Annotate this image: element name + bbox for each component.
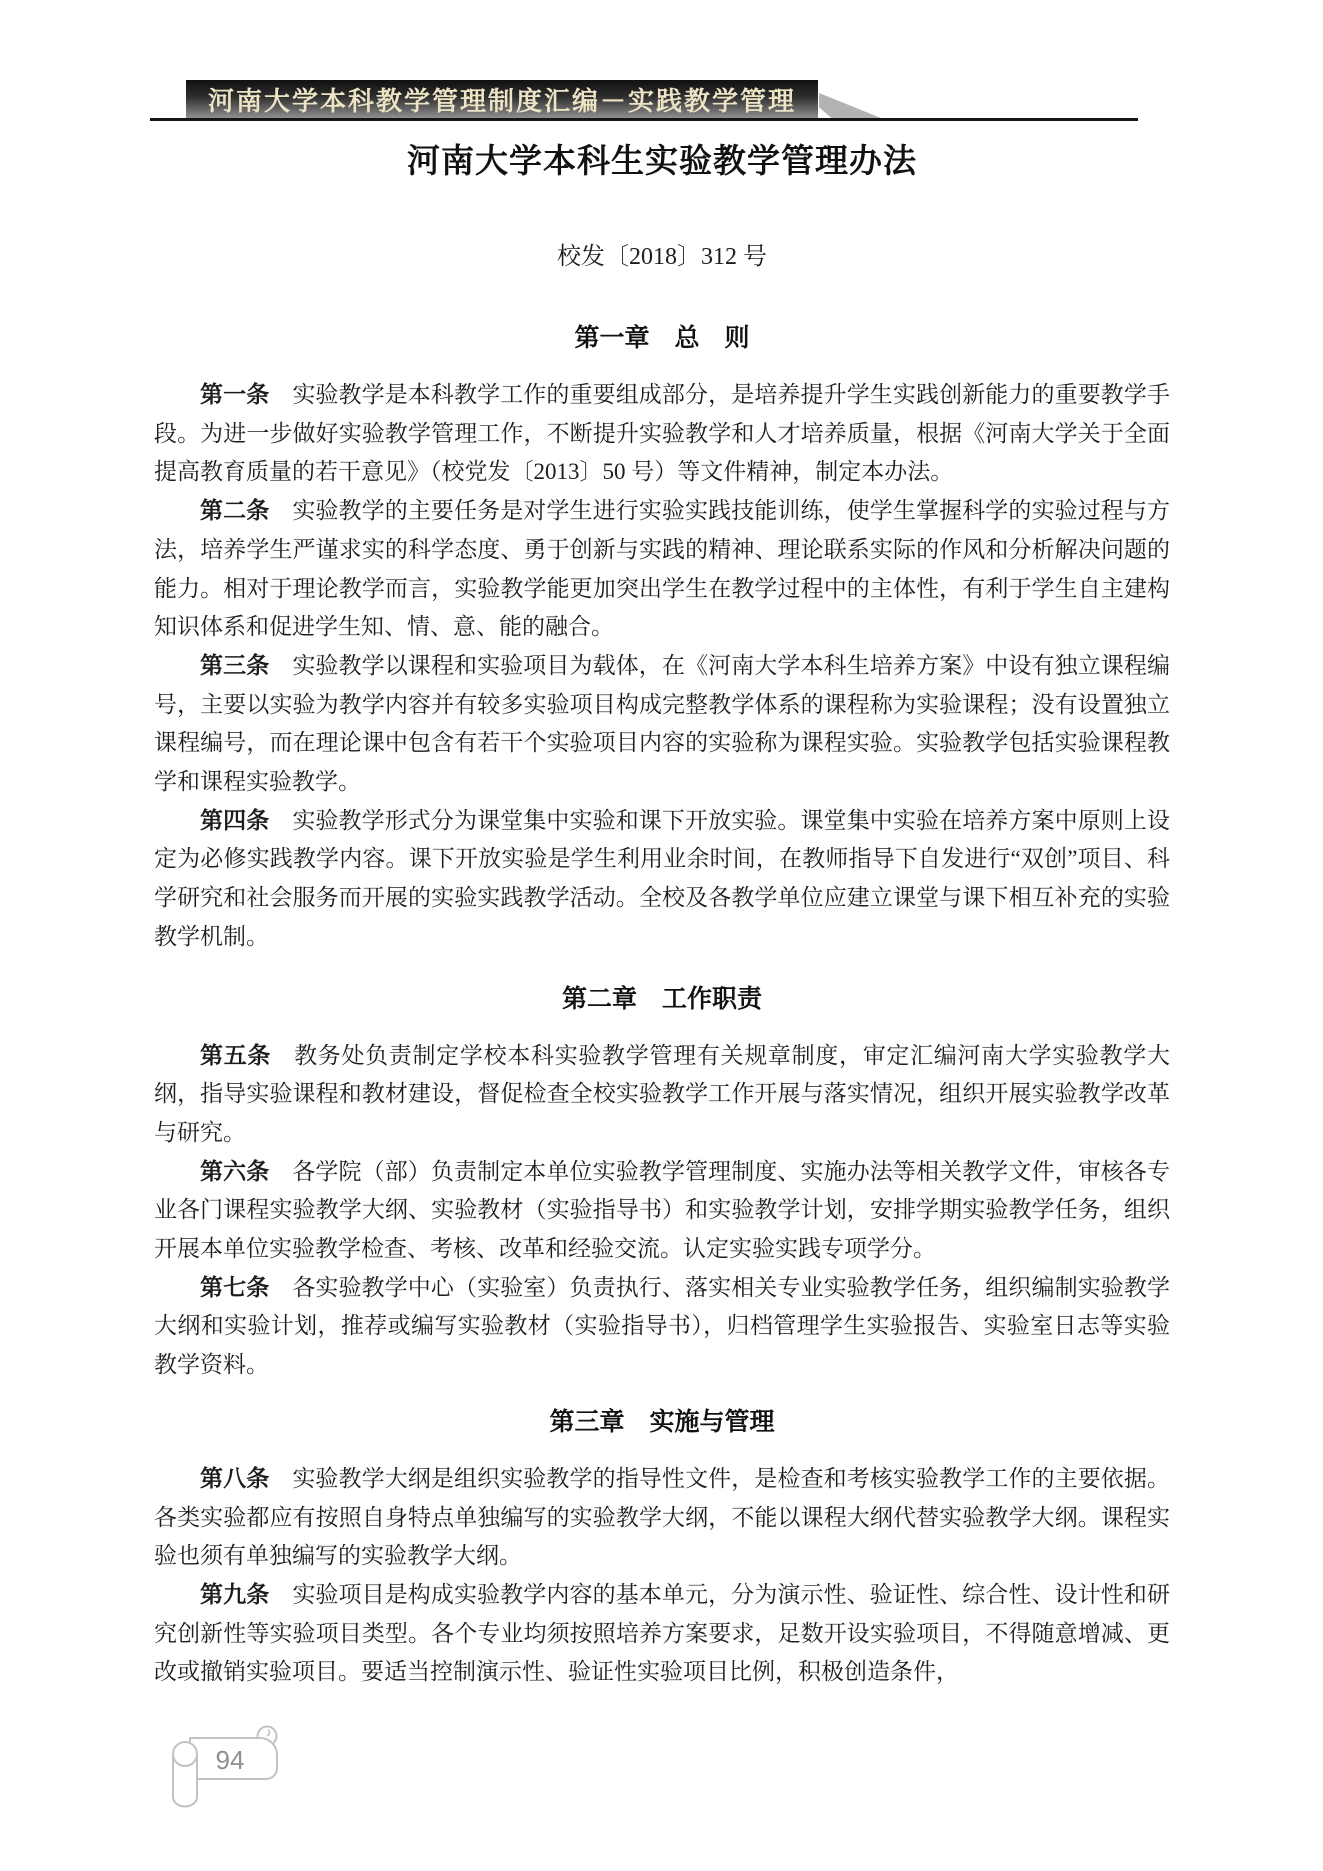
chapter-heading-1: 第一章 总 则 xyxy=(574,324,750,352)
article-label-5: 第五条 xyxy=(200,1042,272,1068)
article-label-6: 第六条 xyxy=(200,1158,270,1184)
article-label-8: 第八条 xyxy=(200,1465,270,1491)
article-label-2: 第二条 xyxy=(200,498,270,524)
doc-number: 校发〔2018〕312 号 xyxy=(557,244,767,270)
banner-title: 河南大学本科教学管理制度汇编－实践教学管理 xyxy=(207,86,796,116)
document-page xyxy=(154,0,1170,1692)
article-text-4: 实验教学形式分为课堂集中实验和课下开放实验。课堂集中实验在培养方案中原则上设定为必修实践教学内容。课下开放实验是学生利用业余时间，在教师指导下自发进行“双创”项目、科学研究和社会服务而开展的实验实践教学活动。全校及各教学单位应建立课堂与课下相互补充的实验教学机制。 xyxy=(154,807,1171,949)
article-label-9: 第九条 xyxy=(200,1581,270,1607)
header-banner xyxy=(186,80,818,118)
article-paragraph-8 xyxy=(154,1460,1170,1576)
article-paragraph-3 xyxy=(154,647,1170,802)
article-text-3: 实验教学以课程和实验项目为载体，在《河南大学本科生培养方案》中设有独立课程编号，主要以实验为教学内容并有较多实验项目构成完整教学体系的课程称为实验课程；没有设置独立课程编号，而在理论课中包含有若干个实验项目内容的实验称为课程实验。实验教学包括实验课程教学和课程实验教学。 xyxy=(154,652,1171,795)
article-text-5: 教务处负责制定学校本科实验教学管理有关规章制度，审定汇编河南大学实验教学大纲，指导实验课程和教材建设，督促检查全校实验教学工作开展与落实情况，组织开展实验教学改革与研究。 xyxy=(154,1042,1171,1145)
article-text-9: 实验项目是构成实验教学内容的基本单元，分为演示性、验证性、综合性、设计性和研究创新性等实验项目类型。各个专业均须按照培养方案要求，足数开设实验项目，不得随意增减、更改或撤销实验项目。要适当控制演示性、验证性实验项目比例，积极创造条件， xyxy=(154,1581,1171,1685)
header-rule xyxy=(150,118,1138,121)
article-label-7: 第七条 xyxy=(200,1274,270,1300)
article-text-7: 各实验教学中心（实验室）负责执行、落实相关专业实验教学任务，组织编制实验教学大纲和实验计划，推荐或编写实验教材（实验指导书），归档管理学生实验报告、实验室日志等实验教学资料。 xyxy=(154,1274,1171,1378)
article-text-8: 实验教学大纲是组织实验教学的指导性文件，是检查和考核实验教学工作的主要依据。各类实验都应有按照自身特点单独编写的实验教学大纲，不能以课程大纲代替实验教学大纲。课程实验也须有单独编写的实验教学大纲。 xyxy=(154,1465,1171,1569)
article-paragraph-1 xyxy=(154,376,1170,492)
article-text-2: 实验教学的主要任务是对学生进行实验实践技能训练，使学生掌握科学的实验过程与方法，培养学生严谨求实的科学态度、勇于创新与实践的精神、理论联系实际的作风和分析解决问题的能力。相对于理论教学而言，实验教学能更加突出学生在教学过程中的主体性，有利于学生自主建构知识体系和促进学生知、情、意、能的融合。 xyxy=(154,498,1171,640)
article-paragraph-4 xyxy=(154,802,1170,957)
page-number-scroll-icon xyxy=(166,1724,291,1816)
article-paragraph-2 xyxy=(154,492,1170,647)
page-number: 94 xyxy=(215,1745,245,1775)
article-paragraph-6 xyxy=(154,1153,1170,1269)
article-paragraph-7 xyxy=(154,1269,1170,1385)
article-label-4: 第四条 xyxy=(200,807,270,833)
chapter-heading-2: 第二章 工作职责 xyxy=(561,984,762,1013)
article-paragraph-5 xyxy=(154,1037,1170,1153)
article-label-3: 第三条 xyxy=(200,652,270,678)
article-paragraph-9 xyxy=(154,1576,1170,1692)
article-text-1: 实验教学是本科教学工作的重要组成部分，是培养提升学生实践创新能力的重要教学手段。为进一步做好实验教学管理工作，不断提升实验教学和人才培养质量，根据《河南大学关于全面提高教育质量的若干意见》（校党发〔2013〕50 号）等文件精神，制定本办法。 xyxy=(154,382,1171,485)
article-label-1: 第一条 xyxy=(200,382,270,407)
doc-title: 河南大学本科生实验教学管理办法 xyxy=(407,142,917,179)
chapter-heading-3: 第三章 实施与管理 xyxy=(549,1407,775,1436)
article-text-6: 各学院（部）负责制定本单位实验教学管理制度、实施办法等相关教学文件，审核各专业各门课程实验教学大纲、实验教材（实验指导书）和实验教学计划，安排学期实验教学任务，组织开展本单位实验教学检查、考核、改革和经验交流。认定实验实践专项学分。 xyxy=(154,1158,1171,1262)
